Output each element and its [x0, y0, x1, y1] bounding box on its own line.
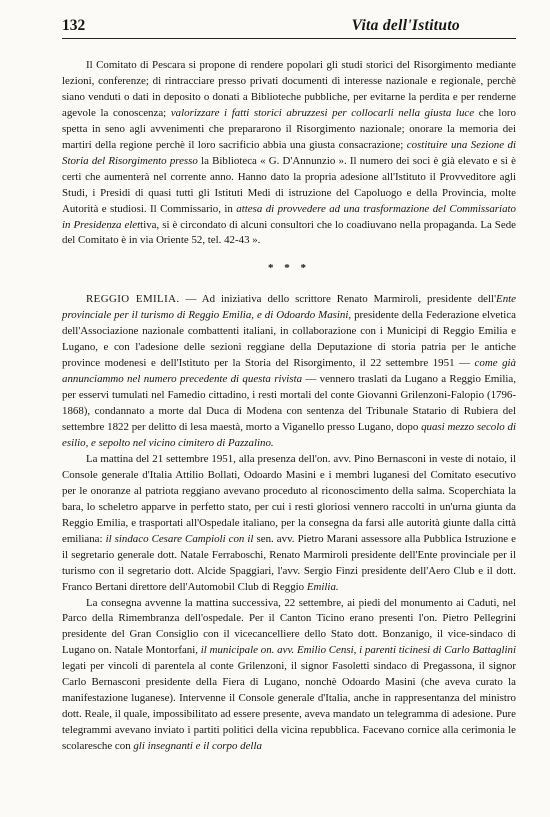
- text-run: — vennero traslati da Lugano a Reggio Emilia, per esservi tumulati nel Famedio cittadino, i resti mortali del conte Giovanni Grilenzoni-Falopio (1796-1868), condannato a morte dal Duca di Modena con sentenza del Tribunale Statario di Rubiera del settembre 1822 per delitto di lesa maestà, morto a Viganello presso Lugano, dopo: [62, 373, 516, 434]
- italic-run: quasi mezzo secolo di esilio, e sepolto nel vicino cimitero di Pazzalino.: [62, 421, 516, 449]
- text-run: — Ad iniziativa dello scrittore Renato Marmiroli, presidente dell': [179, 293, 497, 306]
- page-header: [62, 16, 516, 39]
- reggio-paragraph-2: [62, 452, 516, 596]
- reggio-paragraph-3: [62, 596, 516, 756]
- italic-run: il sindaco Cesare Campioli con il: [105, 532, 254, 545]
- italic-run: il municipale on. avv. Emilio Censi, i parenti ticinesi di Carlo Battaglini: [200, 644, 517, 657]
- reggio-paragraph-1: [62, 292, 516, 452]
- italic-run: Ente provinciale per il turismo di Reggio Emilia, e di Odoardo Masini,: [62, 293, 517, 322]
- text-run: legati per vincoli di parentela al conte Grilenzoni, il signor Fasoletti sindaco di Pregassona, il signor Carlo Bernasconi presidente della Fiera di Lugano, nonchè Odoardo Masini (che aveva curato la manifestazione luganese). Intervenne il Console generale d'Italia, anche in rappresentanza del ministro dott. Reale, il quale, impossibilitato ad essere presente, aveva mandato un telegramma di adesione. Pure telegrammi avevano inviato i partiti politici della vicina repubblica. Facevano cornice alla cerimonia le scolaresche con: [62, 660, 516, 753]
- pescara-paragraph: [62, 58, 516, 249]
- text-run: La mattina del 21 settembre 1951, alla presenza dell'on. avv. Pino Bernasconi in veste di notaio, il Console generale d'Italia Attilio Bollati, Odoardo Masini e i membri luganesi del Comitato esecutivo per le onoranze al patriota reggiano avevano proceduto al riconoscimento della salma. Scoperchiata la bara, lo scheletro apparve in perfetto stato, per cui i resti gloriosi vennero raccolti in un'urna giunta da Reggio Emilia, e trasportati all'Ospedale italiano, per la consegna da farsi alle autorità giunte dalla città emiliana:: [62, 452, 516, 545]
- text-run: Il Comitato di Pescara si propone di rendere popolari gli studi storici del Risorgimento mediante lezioni, conferenze; di rintracciare presso privati documenti di interesse nazionale e regionale, perchè siano venduti o dati in deposito o donati a Biblioteche pubbliche, per evitarne la perdita e per renderne agevole la conoscenza;: [62, 59, 516, 119]
- text-run: sen. avv. Pietro Marani assessore alla Pubblica Istruzione e il segretario generale dott. Natale Ferraboschi, Renato Marmiroli presidente dell'Ente provinciale per il turismo con il segretario dott. Alcide Spaggiari, l'avv. Sergio Finzi presidente dell'Aero Club e il dott. Franco Bertani direttore dell'Automobil Club di Reggio: [62, 532, 517, 593]
- italic-run: attesa di provvedere ad una trasformazione del Commissariato in Presidenza elet: [62, 202, 516, 231]
- text-run: che loro spetta in seno agli avvenimenti che prepararono il Risorgimento nazionale; onorare la memoria dei martiri della regione perchè il loro sacrificio abbia una giusta consacrazione;: [62, 106, 516, 151]
- italic-run: come già annunciammo nel numero precedente di questa rivista: [62, 357, 517, 386]
- text-run: presidente della Federazione elvetica dell'Associazione nazionale combattenti italiani, in collaborazione con i Municipi di Reggio Emilia e Lugano, e con l'adesione delle sezioni reggiane della Deputazione di storia patria per le antiche province modenesi e dell'Istituto per la Storia del Risorgimento, il 22 settembre 1951 —: [62, 309, 516, 370]
- page-number: 132: [62, 17, 86, 34]
- section-separator: * * *: [268, 262, 310, 275]
- italic-run: valorizzare i fatti storici abruzzesi per collocarli nella giusta luce: [170, 106, 475, 119]
- italic-run: gli insegnanti e il corpo della: [133, 740, 262, 753]
- text-run: La consegna avvenne la mattina successiva, 22 settembre, ai piedi del monumento ai Caduti, nel Parco della Rimembranza dell'ospedale. Per il Canton Ticino erano presenti l'on. Pietro Pellegrini presidente del Gran Consiglio con il vicecancelliere dello Stato dott. Bonzanigo, il vice-sindaco di Lugano on. Natale Montorfani,: [62, 596, 516, 657]
- city-heading: REGGIO EMILIA.: [86, 293, 180, 306]
- text-run: tiva, si è circondato di alcuni consultori che lo coadiuvano nella propaganda. La Sede del Comitato è in via Oriente 52, tel. 42-43 ».: [62, 218, 516, 247]
- text-run: la Biblioteca « G. D'Annunzio ». Il numero dei soci è già elevato e si è certi che aumenterà nel corrente anno. Hanno dato la propria adesione all'Istituto il Provveditore agli Studi, i Presidi di quasi tutti gli Istituti Medi di istruzione del Capoluogo e della Provincia, molte Autorità e studiosi. Il Commissario, in: [62, 154, 516, 215]
- running-title: Vita dell'Istituto: [351, 17, 460, 34]
- italic-run: costituire una Sezione di Storia del Risorgimento presso: [62, 138, 516, 167]
- body-text: [62, 58, 516, 755]
- italic-run: Emilia.: [306, 580, 339, 593]
